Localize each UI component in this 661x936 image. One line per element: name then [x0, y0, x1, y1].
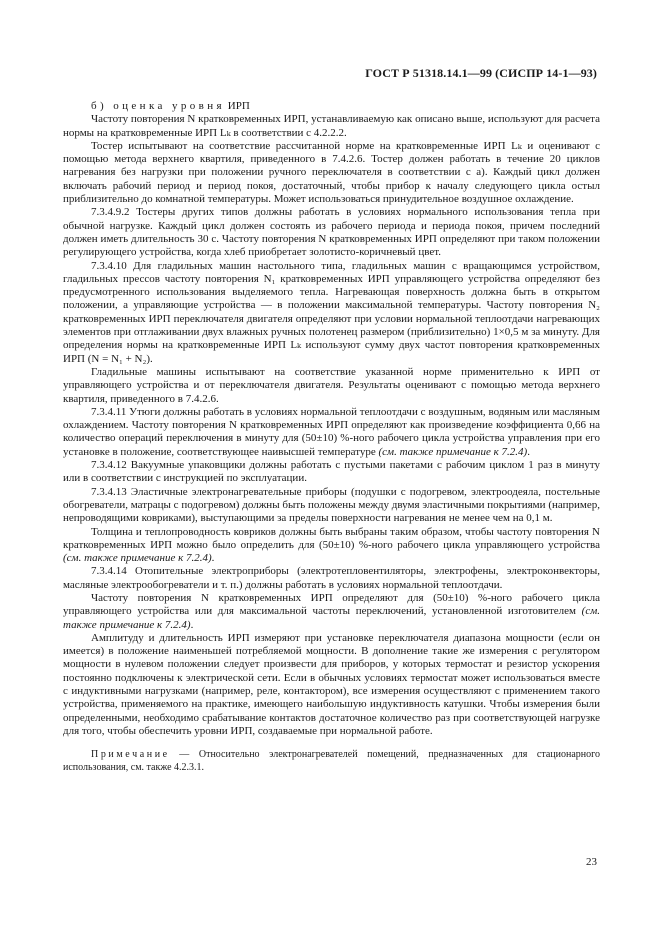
- paragraph-7-3-4-14: 7.3.4.14 Отопительные электроприборы (электротепловентиляторы, электрофены, электроконвекторы, масляные электрообогреватели и т. п.) должны работать в условиях нормальной теплоотдачи.: [63, 565, 600, 591]
- paragraph: Частоту повторения N кратковременных ИРП, устанавливаемую как описано выше, используют для расчета нормы на кратковременные ИРП Lₖ в соответствии с 4.2.2.2.: [63, 113, 600, 139]
- paragraph-text: 7.3.4.11 Утюги должны работать в условиях нормальной теплоотдачи с воздушным, водяным или масляным охлаждением. Частоту повторения N кратковременных ИРП определяют как произведение коэффициента 0,66 на количество операций переключения в минуту для (50±10) %-ного рабочего цикла устройства управления при его установке в положение, соответствующее наивысшей температуре: [63, 405, 600, 458]
- page-number: 23: [586, 856, 597, 868]
- paragraph-7-3-4-11: [63, 406, 600, 459]
- paragraph-7-3-4-12: 7.3.4.12 Вакуумные упаковщики должны работать с пустыми пакетами с рабочим циклом 1 раз в минуту или в соответствии с инструкцией по эксплуатации.: [63, 459, 600, 485]
- paragraph-end: .: [190, 618, 194, 631]
- cross-reference: (см. также примечание к 7.2.4): [63, 605, 600, 631]
- section-heading: [63, 100, 600, 113]
- paragraph: Гладильные машины испытывают на соответствие указанной норме применительно к ИРП от управляющего устройства и от переключателя двигателя. Результаты оценивают с помощью метода верхнего квартиля, приведенного в 7.4.2.6.: [63, 365, 600, 405]
- section-label: б) оценка уровня: [91, 100, 226, 112]
- paragraph: Тостер испытывают на соответствие рассчитанной норме на кратковременные ИРП Lₖ и оценивают с помощью метода верхнего квартиля, приведенного в 7.4.2.6. Тостер должен работать в течение 20 циклов нагревания без нагрузки при положении ручного переключателя в соответствии с а). Каждый цикл должен включать рабочий период и период покоя, достаточный, чтобы прибор к началу следующего цикла остыл приблизительно до комнатной температуры. Может использоваться принудительное воздушное охлаждение.: [63, 139, 600, 206]
- section-label-rest: ИРП: [225, 100, 250, 112]
- cross-reference: (см. также примечание к 7.2.4): [63, 552, 212, 565]
- paragraph-mats: [63, 526, 600, 566]
- paragraph-text: Частоту повторения N кратковременных ИРП определяют для (50±10) %-ного рабочего цикла управляющего устройства или для максимальной частоты переключений, установленной изготовителем: [63, 591, 600, 618]
- paragraph-heaters: [63, 592, 600, 632]
- paragraph: 7.3.4.9.2 Тостеры других типов должны работать в условиях нормального использования тепла при обычной нагрузке. Каждый цикл должен состоять из рабочего периода и периода покоя, причем последний должен иметь длительность 30 с. Частоту повторения N кратковременных ИРП определяют при таком положении регулирующего устройства, когда хлеб приобретает золотисто-коричневый цвет.: [63, 206, 600, 259]
- paragraph-end: .: [527, 445, 530, 458]
- document-body: [63, 100, 600, 774]
- paragraph-end: .: [211, 552, 215, 565]
- paragraph-text: Толщина и теплопроводность ковриков должны быть выбраны таким образом, чтобы частоту повторения N кратковременных ИРП можно было определить для (50±10) %-ного рабочего цикла управляющего устройства: [63, 525, 600, 551]
- paragraph-7-3-4-13: 7.3.4.13 Эластичные электронагревательные приборы (подушки с подогревом, электроодеяла, постельные обогреватели, матрацы с подогревом) должны быть положены между двумя эластичными покрытиями (например, непроводящими ковриками), выступающими за пределы поверхности нагревания не менее чем на 0,1 м.: [63, 485, 600, 525]
- note-text: — Относительно электронагревателей помещений, предназначенных для стационарного использования, см. также 4.2.3.1.: [63, 749, 600, 773]
- note-label: Примечание: [91, 749, 170, 761]
- cross-reference: (см. также примечание к 7.2.4): [378, 445, 528, 458]
- document-header: ГОСТ Р 51318.14.1—99 (СИСПР 14-1—93): [365, 66, 597, 80]
- paragraph-amplitude: Амплитуду и длительность ИРП измеряют при установке переключателя диапазона мощности (если он имеется) в положение наименьшей потребляемой мощности. В дополнение такие же измерения с регулятором мощности в нулевом положении следует произвести для приборов, у которых термостат и резистор ускорения постоянно подключены к электрической сети. Если в обычных условиях термостат может использоваться вместе с индуктивными нагрузками (например, реле, контактором), все измерения осуществляют с применением такого устройства, применяемого на практике, имеющего наибольшую индуктивность катушки. Чтобы измерения были определенными, необходимо срабатывание контактов достаточное количество раз при соответствующей нагрузке для того, чтобы обеспечить уровни ИРП, создаваемые при нормальной работе.: [63, 631, 600, 737]
- paragraph: 7.3.4.10 Для гладильных машин настольного типа, гладильных машин с вращающимся устройством, гладильных прессов частоту повторения N₁ кратковременных ИРП управляющего устройства определяют без предусмотренного использования выделяемого тепла. Нагревающая поверхность должна быть в открытом положении, а управляющие устройства — в положении максимальной температуры. Частоту повторения N₂ кратковременных ИРП переключателя двигателя определяют при условии нормальной теплоотдачи нагревающих элементов при отглаживании двух влажных ручных полотенец размером (приблизительно) 1×0,5 м за минуту. Для определения нормы на кратковременные ИРП Lₖ используют сумму двух частот повторения кратковременных ИРП (N = N₁ + N₂).: [63, 259, 600, 365]
- note: [63, 749, 600, 774]
